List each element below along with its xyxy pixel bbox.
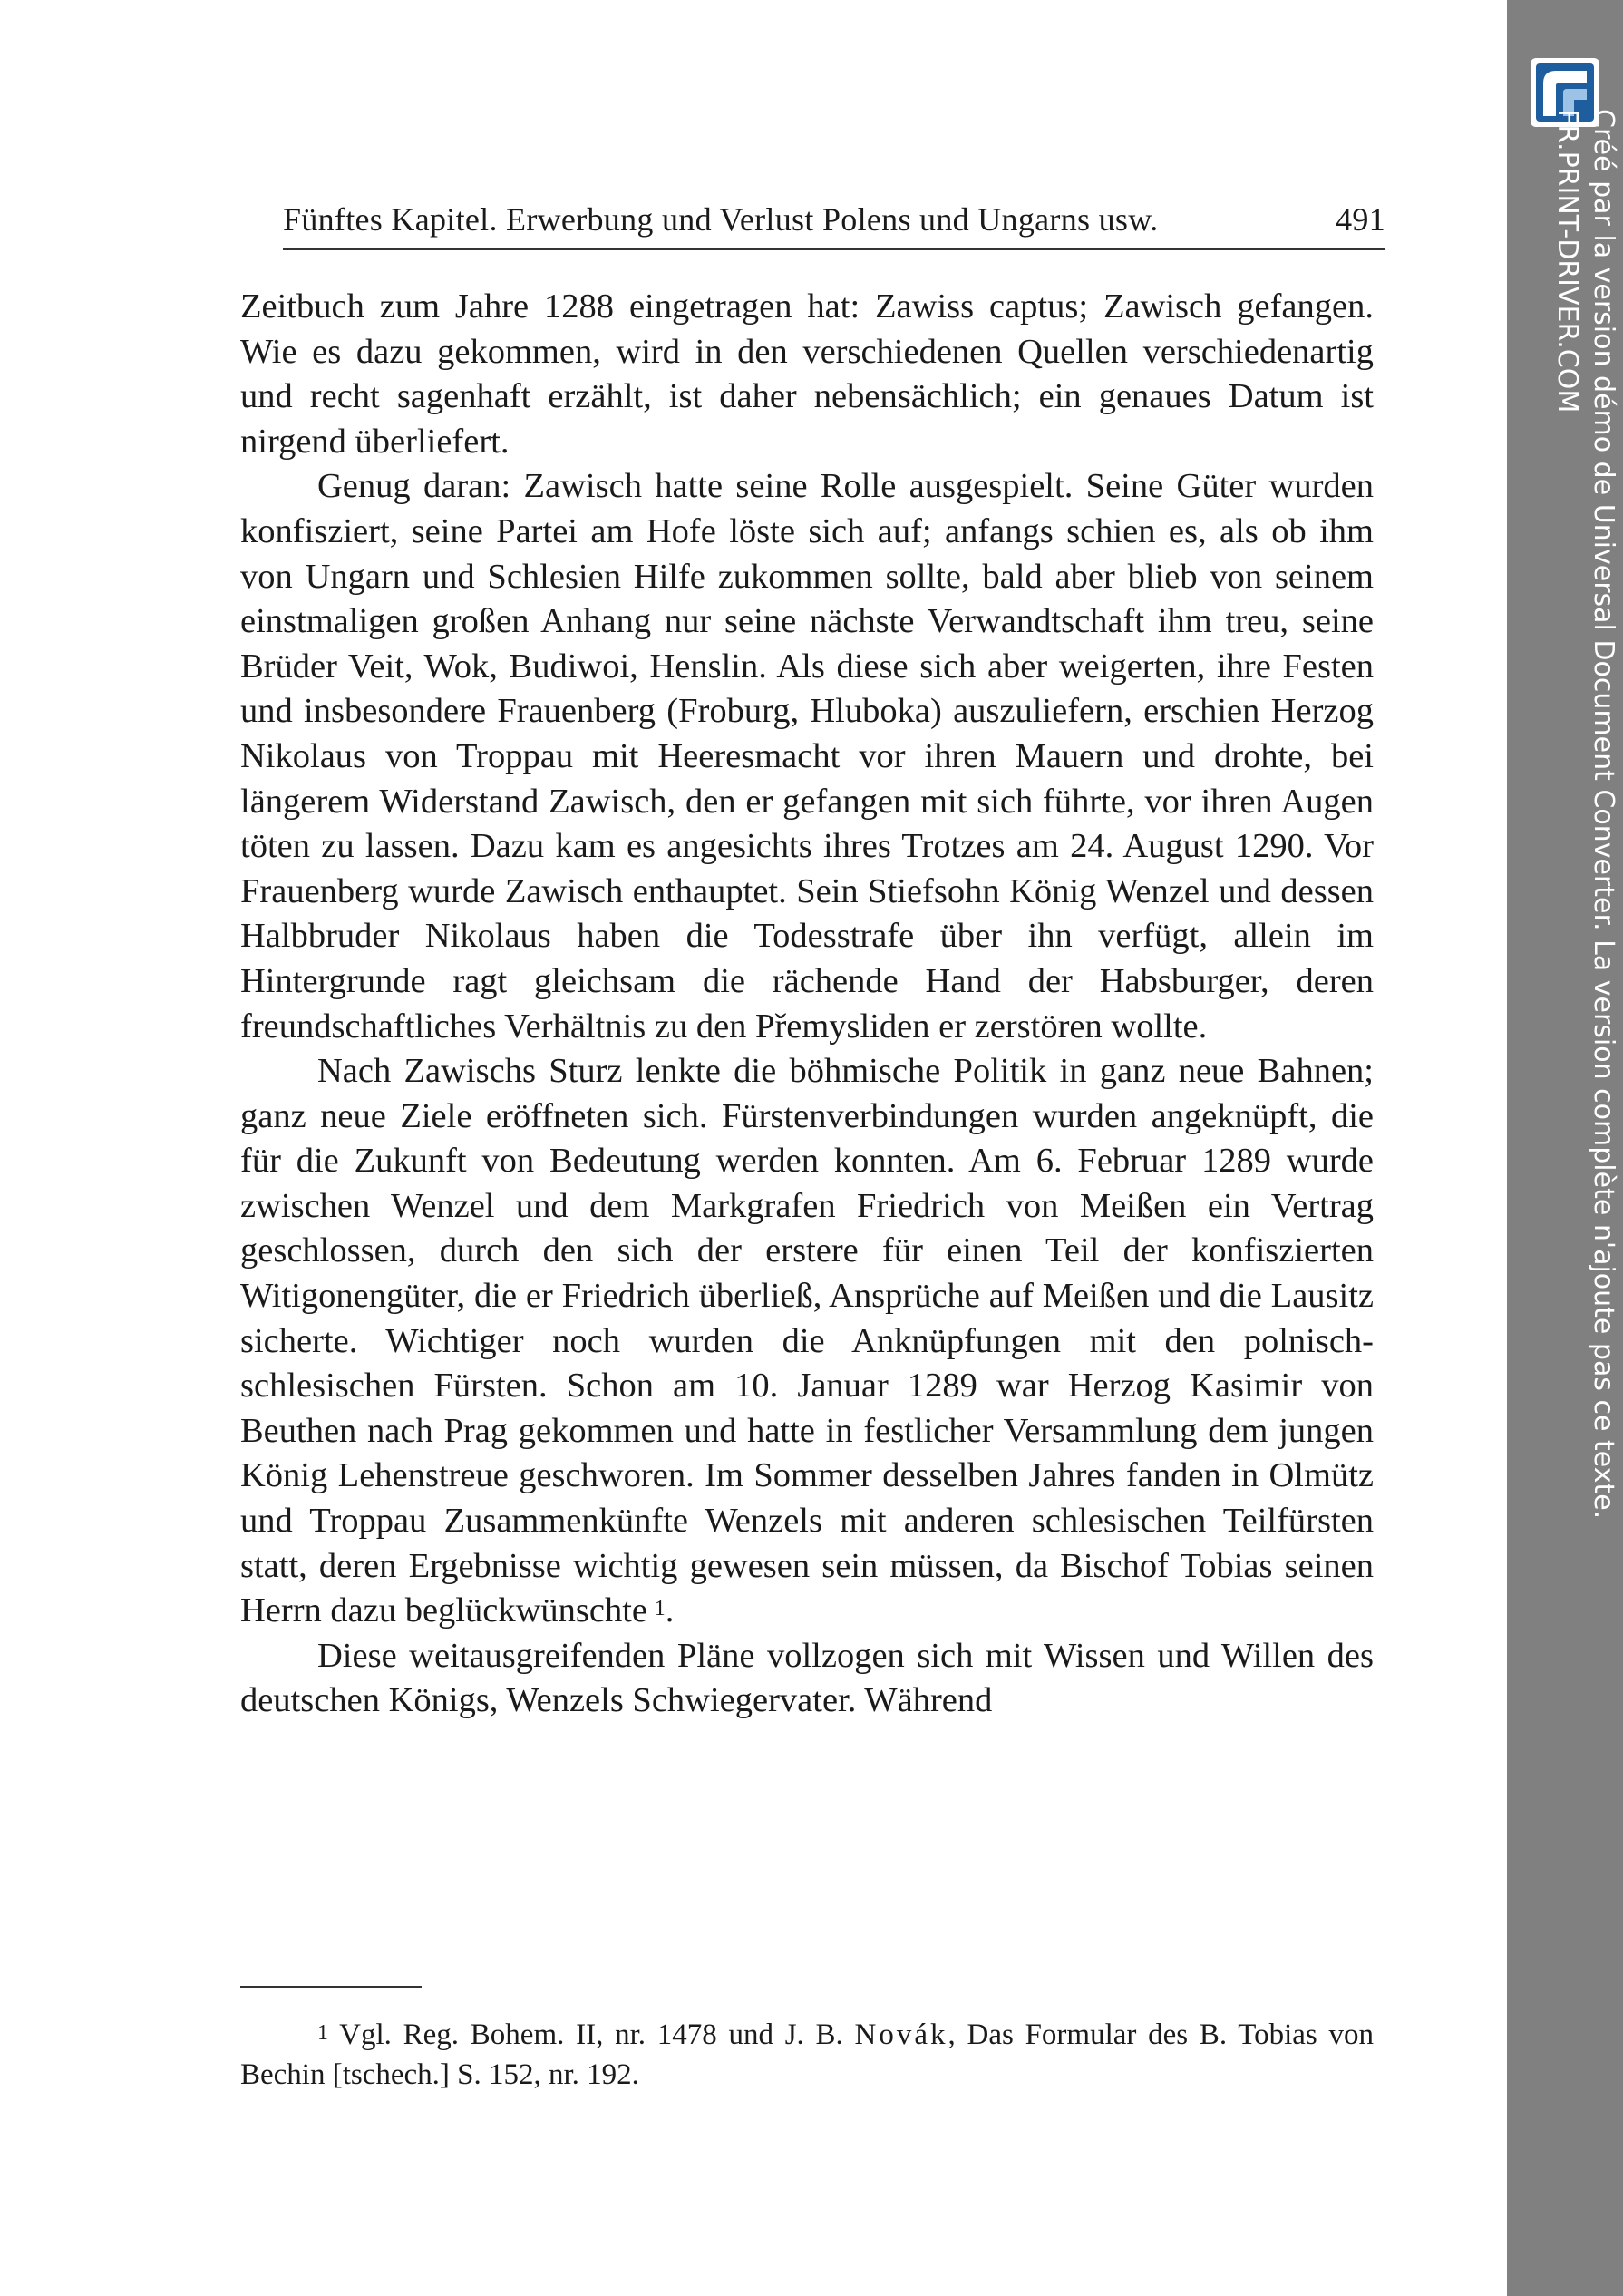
paragraph: Zeitbuch zum Jahre 1288 eingetragen hat: Zawiss captus; Zawisch gefangen. Wie es dazu gekommen, wird in den verschiedenen Quellen verschiedenartig und recht sagenhaft erzählt, ist daher nebensächlich; ein genaues Datum ist nirgend überliefert.: [240, 287, 1374, 461]
footnote-rule: [240, 1986, 422, 1988]
body-text: [240, 285, 1374, 1724]
watermark-line-2: FR.PRINT-DRIVER.COM: [1551, 109, 1583, 413]
watermark-text: [1505, 109, 1621, 1520]
page-number: 491: [1336, 201, 1385, 238]
footnote-text: Vgl. Reg. Bohem. II, nr. 1478 und J. B.: [339, 2019, 843, 2051]
paragraph: [240, 1049, 1374, 1634]
footnote-author: Novák: [854, 2019, 948, 2051]
header-rule: [283, 248, 1385, 250]
footnote-reference: 1: [654, 1597, 666, 1621]
footnote-marker: 1: [317, 2021, 328, 2045]
chapter-title: Fünftes Kapitel. Erwerbung und Verlust Polens und Ungarns usw.: [283, 201, 1159, 238]
paragraph: Genug daran: Zawisch hatte seine Rolle ausgespielt. Seine Güter wurden konfisziert, seine Partei am Hofe löste sich auf; anfangs schien es, als ob ihm von Ungarn und Schlesien Hilfe zukommen sollte, bald aber blieb von seinem einstmaligen großen Anhang nur seine nächste Verwandtschaft ihm treu, seine Brüder Veit, Wok, Budiwoi, Henslin. Als diese sich aber weigerten, ihre Festen und insbesondere Frauenberg (Froburg, Hluboka) auszuliefern, erschien Herzog Nikolaus von Troppau mit Heeresmacht vor ihren Mauern und drohte, bei längerem Widerstand Zawisch, den er gefangen mit sich führte, vor ihren Augen töten zu lassen. Dazu kam es angesichts ihres Trotzes am 24. August 1290. Vor Frauenberg wurde Zawisch enthauptet. Sein Stiefsohn König Wenzel und dessen Halbbruder Nikolaus haben die Todesstrafe über ihn verfügt, allein im Hintergrunde ragt gleichsam die rächende Hand der Habsburger, deren freundschaftliches Verhältnis zu den Přemysliden er zerstören wollte.: [240, 467, 1374, 1046]
footnote: [240, 2015, 1374, 2095]
paragraph-text: Nach Zawischs Sturz lenkte die böhmische Politik in ganz neue Bahnen; ganz neue Ziele eröffneten sich. Fürstenverbindungen wurden angeknüpft, die für die Zukunft von Bedeutung werden konnten. Am 6. Februar 1289 wurde zwischen Wenzel und dem Markgrafen Friedrich von Meißen ein Vertrag geschlossen, durch den sich der erstere für einen Teil der konfiszierten Witigonengüter, die er Friedrich überließ, Ansprüche auf Meißen und die Lausitz sicherte. Wichtiger noch wurden die Anknüpfungen mit den polnisch-schlesischen Fürsten. Schon am 10. Januar 1289 war Herzog Kasimir von Beuthen nach Prag gekommen und hatte in festlicher Versammlung dem jungen König Lehenstreue geschworen. Im Sommer desselben Jahres fanden in Olmütz und Troppau Zusammenkünfte Wenzels mit anderen schlesischen Teilfürsten statt, deren Ergebnisse wichtig gewesen sein müssen, da Bischof Tobias seinen Herrn dazu beglückwünschte: [240, 1052, 1374, 1630]
watermark-line-1: Créé par la version démo de Universal Document Converter. La version complète n'ajoute pas ce texte.: [1588, 109, 1619, 1520]
running-head: [283, 199, 1385, 239]
paragraph: Diese weitausgreifenden Pläne vollzogen sich mit Wissen und Willen des deutschen Königs, Wenzels Schwiegervater. Während: [240, 1636, 1374, 1720]
paragraph-end-punctuation: .: [665, 1591, 675, 1630]
footnote-text-rest: , Das Formular des B. Tobias von Bechin [tschech.] S. 152, nr. 192.: [240, 2019, 1375, 2091]
